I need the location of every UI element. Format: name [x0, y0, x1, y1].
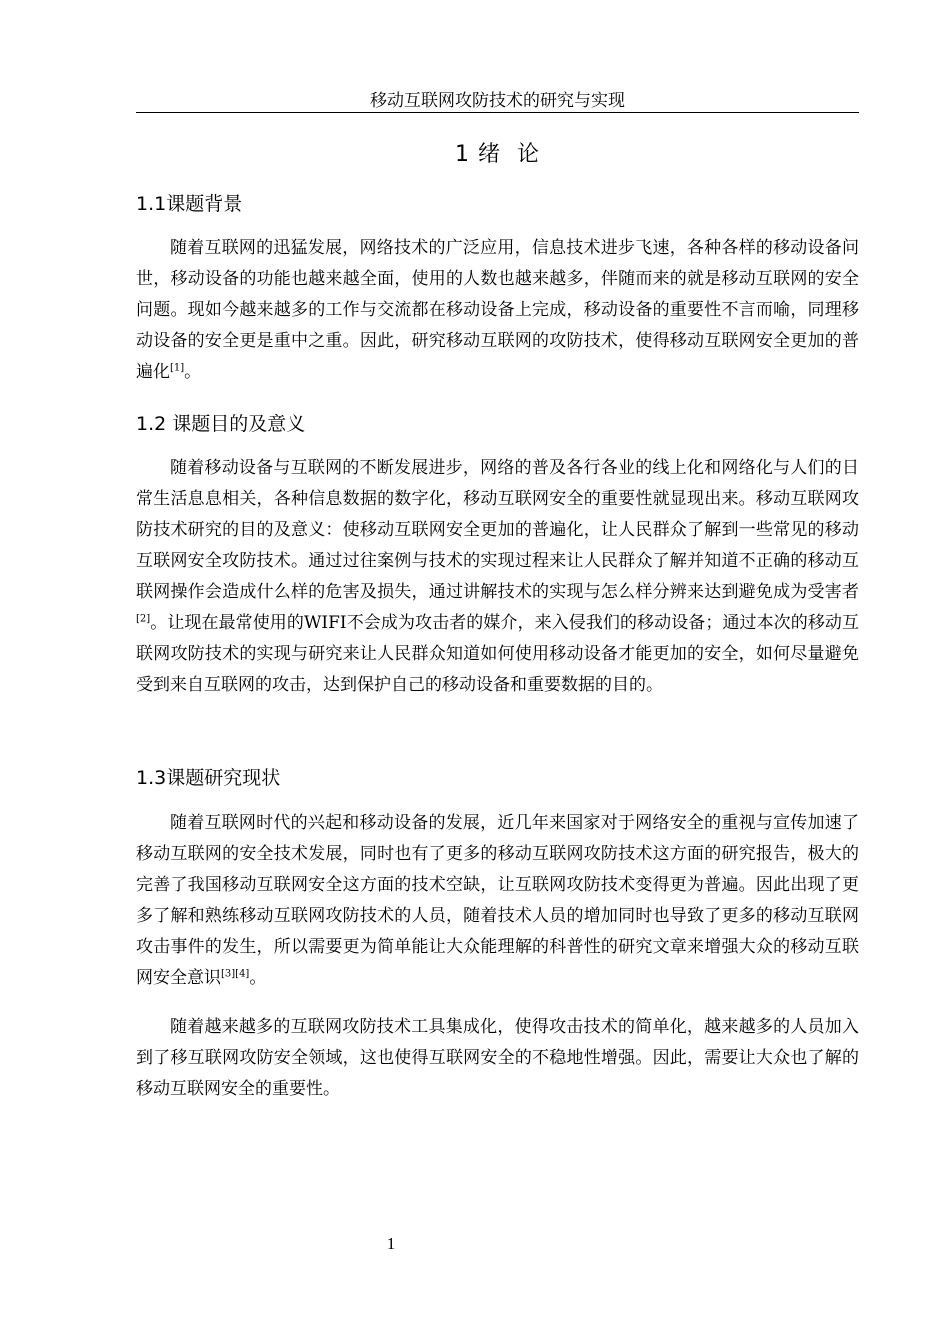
paragraph-text: 随着互联网的迅猛发展，网络技术的广泛应用，信息技术进步飞速，各种各样的移动设备问世，移动设备的功能也越来越全面，使用的人数也越来越多，伴随而来的就是移动互联网的安全问题。现如今越来越多的工作与交流都在移动设备上完成，移动设备的重要性不言而喻，同理移动设备的安全更是重中之重。因此，研究移动互联网的攻防技术，使得移动互联网安全更加的普遍化: [136, 238, 859, 382]
chapter-title: 1 绪 论: [455, 142, 540, 167]
section-heading-1-2: 1.2 课题目的及意义: [136, 413, 306, 435]
paragraph-1-2: [136, 453, 859, 701]
header-rule: [136, 112, 859, 113]
paragraph-tail: 。: [184, 362, 202, 382]
citation-marker: [2]: [136, 613, 151, 625]
section-heading-1-3: 1.3课题研究现状: [136, 767, 281, 789]
paragraph-1-3-a: [136, 808, 859, 994]
paragraph-tail: 。让现在最常使用的WIFI不会成为攻击者的媒介，来入侵我们的移动设备；通过本次的移动互联网攻防技术的实现与研究来让人民群众知道如何使用移动设备才能更加的安全，如何尽量避免受到来自互联网的攻击，达到保护自己的移动设备和重要数据的目的。: [136, 613, 859, 695]
paragraph-1-3-b: [136, 1012, 859, 1105]
paragraph-text: 随着移动设备与互联网的不断发展进步，网络的普及各行各业的线上化和网络化与人们的日常生活息息相关，各种信息数据的数字化，移动互联网安全的重要性就显现出来。移动互联网攻防技术研究的目的及意义：使移动互联网安全更加的普遍化，让人民群众了解到一些常见的移动互联网安全攻防技术。通过过往案例与技术的实现过程来让人民群众了解并知道不正确的移动互联网操作会造成什么样的危害及损失，通过讲解技术的实现与怎么样分辨来达到避免成为受害者: [136, 458, 859, 602]
citation-marker: [1]: [170, 362, 185, 374]
paragraph-1-1: [136, 233, 859, 388]
citation-marker: [3][4]: [221, 968, 250, 980]
page-number: 1: [386, 1234, 396, 1253]
running-header-title: 移动互联网攻防技术的研究与实现: [370, 91, 625, 111]
paragraph-text: 随着互联网时代的兴起和移动设备的发展，近几年来国家对于网络安全的重视与宣传加速了移动互联网的安全技术发展，同时也有了更多的移动互联网攻防技术这方面的研究报告，极大的完善了我国移动互联网安全这方面的技术空缺，让互联网攻防技术变得更为普遍。因此出现了更多了解和熟练移动互联网攻防技术的人员，随着技术人员的增加同时也导致了更多的移动互联网攻击事件的发生，所以需要更为简单能让大众能理解的科普性的研究文章来增强大众的移动互联网安全意识: [136, 813, 859, 988]
paragraph-text: 随着越来越多的互联网攻防技术工具集成化，使得攻击技术的简单化，越来越多的人员加入到了移互联网攻防安全领域，这也使得互联网安全的不稳地性增强。因此，需要让大众也了解的移动互联网安全的重要性。: [136, 1017, 859, 1099]
section-heading-1-1: 1.1课题背景: [136, 193, 243, 215]
paragraph-tail: 。: [249, 968, 267, 988]
